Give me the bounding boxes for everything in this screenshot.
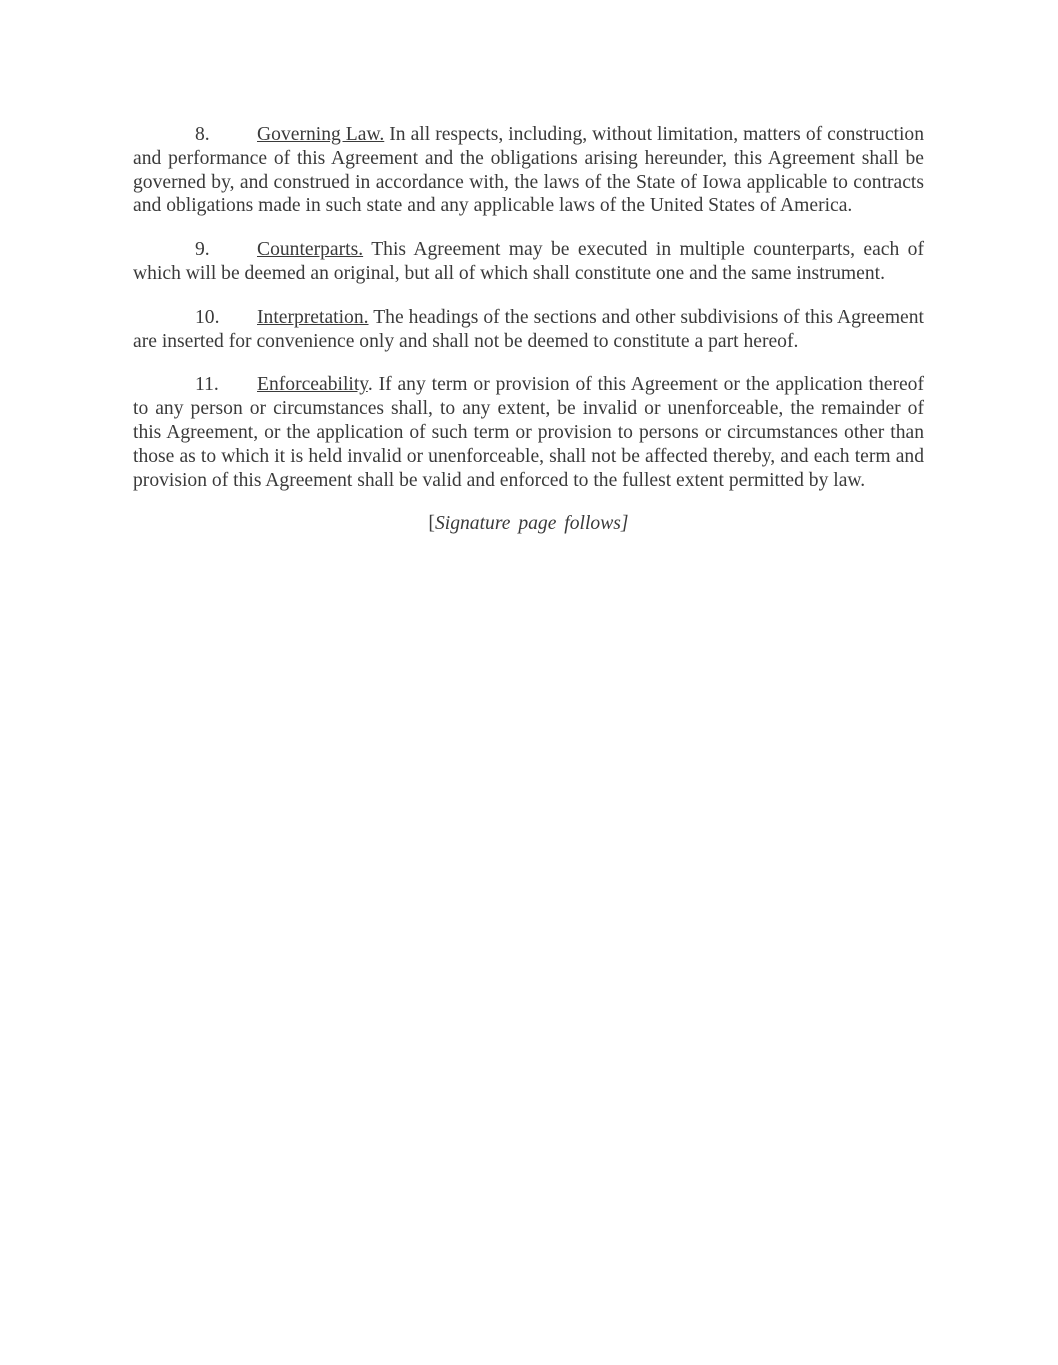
section-governing-law	[133, 123, 924, 218]
section-heading: Enforceability	[257, 374, 368, 396]
section-number: 8.	[195, 124, 210, 145]
section-number: 9.	[195, 239, 210, 261]
section-heading: Interpretation.	[257, 306, 369, 328]
document-page	[133, 123, 924, 556]
section-body: In all respects, including, without limitation, matters of construction and performance of this Agreement and the obligations arising hereunder, this Agreement shall be governed by, and construed in accordance with, the laws of the State of Iowa applicable to contracts and obligations made in such state and any applicable laws of the United States of America.	[133, 124, 925, 217]
section-body: This Agreement may be executed in multiple counterparts, each of which will be deemed an original, but all of which shall constitute one and the same instrument.	[133, 239, 924, 284]
section-interpretation	[133, 306, 924, 354]
section-number: 11.	[195, 374, 219, 396]
section-heading: Counterparts.	[257, 239, 364, 261]
section-number: 10.	[195, 306, 220, 328]
signature-note-bracket: [	[428, 513, 435, 535]
section-heading-suffix: .	[367, 374, 373, 396]
section-body: If any term or provision of this Agreement or the application thereof to any person or circumstances shall, to any extent, be invalid or unenforceable, the remainder of this Agreement, or the application of such term or provision to persons or circumstances other than those as to which it is held invalid or unenforceable, shall not be affected thereby, and each term and provision of this Agreement shall be valid and enforced to the fullest extent permitted by law.	[133, 374, 924, 491]
section-enforceability	[133, 373, 924, 492]
section-body: The headings of the sections and other subdivisions of this Agreement are inserted for convenience only and shall not be deemed to constitute a part hereof.	[133, 306, 924, 352]
signature-note-text: Signature page follows]	[434, 513, 629, 535]
section-heading: Governing Law.	[257, 124, 385, 145]
signature-page-note	[133, 512, 924, 536]
section-counterparts	[133, 238, 924, 286]
